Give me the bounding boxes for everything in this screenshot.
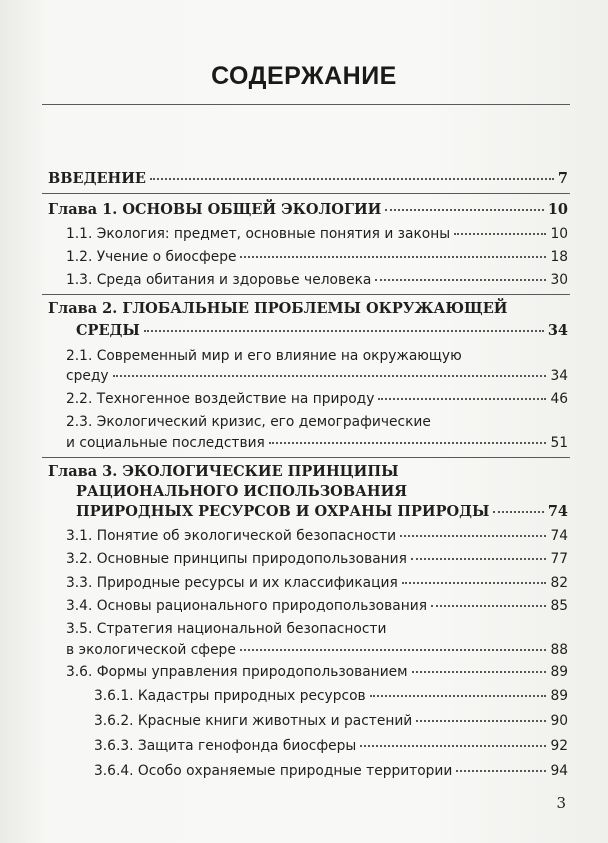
toc-entry-subsection: 3.6.2. Красные книги животных и растений 90 [94,713,568,729]
chapter-3-title-line1: Глава 3. ЭКОЛОГИЧЕСКИЕ ПРИНЦИПЫ [48,463,399,480]
toc-entry-section: 3.1. Понятие об экологической безопасности 74 [66,528,568,544]
leader-dots [454,232,546,235]
toc-entry-section: среду 34 [66,368,568,384]
leader-dots [456,769,546,772]
leader-dots [431,604,546,607]
leader-dots [269,441,547,444]
toc-entry-intro: ВВЕДЕНИЕ 7 [48,170,568,187]
section-title-line1: 2.3. Экологический кризис, его демографические [66,414,431,430]
chapter-2-title-line1: Глава 2. ГЛОБАЛЬНЫЕ ПРОБЛЕМЫ ОКРУЖАЮЩЕЙ [48,300,508,317]
toc-entry-section: 1.2. Учение о биосфере 18 [66,249,568,265]
leader-dots [240,255,546,258]
section-title-line1: 3.5. Стратегия национальной безопасности [66,621,387,637]
page-title: СОДЕРЖАНИЕ [211,62,397,90]
leader-dots [411,557,546,560]
section-rule [42,457,570,458]
toc-entry-section: 2.2. Техногенное воздействие на природу 46 [66,391,568,407]
leader-dots [375,278,546,281]
leader-dots [360,744,546,747]
page-number: 3 [556,794,566,812]
toc-entry-chapter-1: Глава 1. ОСНОВЫ ОБЩЕЙ ЭКОЛОГИИ 10 [48,201,568,218]
section-title-line1: 2.1. Современный мир и его влияние на окружающую [66,348,462,364]
toc-entry-chapter-2: СРЕДЫ 34 [76,322,568,339]
chapter-3-title-line2: РАЦИОНАЛЬНОГО ИСПОЛЬЗОВАНИЯ [76,483,408,500]
section-rule [42,193,570,194]
leader-dots [402,581,547,584]
toc-entry-subsection: 3.6.1. Кадастры природных ресурсов 89 [94,688,568,704]
toc-entry-section: в экологической сфере 88 [66,642,568,658]
toc-entry-subsection: 3.6.3. Защита генофонда биосферы 92 [94,738,568,754]
toc-entry-section: 3.6. Формы управления природопользованием 89 [66,664,568,680]
toc-entry-section: 3.3. Природные ресурсы и их классификация 82 [66,575,568,591]
title-rule [42,104,570,105]
leader-dots [240,648,547,651]
leader-dots [416,719,546,722]
leader-dots [412,670,547,673]
leader-dots [493,510,543,513]
toc-entry-section: 3.2. Основные принципы природопользования 77 [66,551,568,567]
leader-dots [150,177,554,180]
leader-dots [378,397,546,400]
leader-dots [144,329,544,332]
toc-entry-section: и социальные последствия 51 [66,435,568,451]
toc-entry-chapter-3: ПРИРОДНЫХ РЕСУРСОВ И ОХРАНЫ ПРИРОДЫ 74 [76,503,568,520]
toc-entry-section: 1.3. Среда обитания и здоровье человека 30 [66,272,568,288]
toc-entry-subsection: 3.6.4. Особо охраняемые природные территории 94 [94,763,568,779]
leader-dots [370,694,547,697]
leader-dots [385,208,543,211]
section-rule [42,294,570,295]
leader-dots [400,534,546,537]
leader-dots [113,374,547,377]
toc-entry-section: 3.4. Основы рационального природопользования 85 [66,598,568,614]
toc-entry-section: 1.1. Экология: предмет, основные понятия и законы 10 [66,226,568,242]
